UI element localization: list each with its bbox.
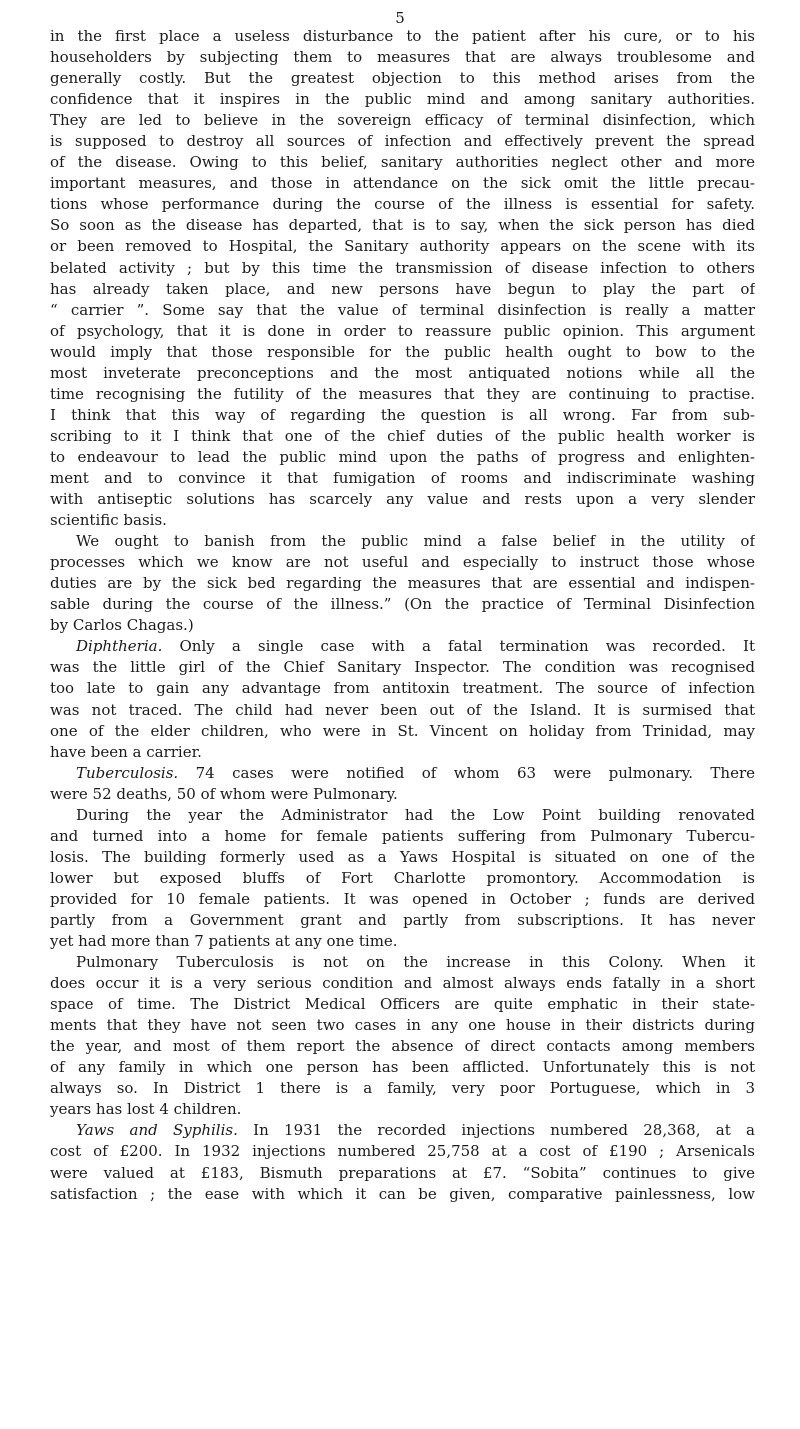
text-run: Only a single case with a fatal termination was recorded. It <box>179 637 755 656</box>
text-line: duties are by the sick bed regarding the measures that are essential and indispen- <box>50 574 755 593</box>
text-line: scientific basis. <box>50 511 167 530</box>
text-line: ments that they have not seen two cases in any one house in their districts during <box>50 1016 755 1035</box>
text-line: important measures, and those in attendance on the sick omit the little precau- <box>50 174 755 193</box>
paragraph <box>50 26 755 531</box>
paragraph-diphtheria <box>50 636 755 762</box>
text-line: I think that this way of regarding the question is all wrong. Far from sub- <box>50 405 755 424</box>
section-heading: Yaws and Syphilis. <box>76 1121 238 1140</box>
paragraph <box>50 805 755 952</box>
text-line: was not traced. The child had never been out of the Island. It is surmised that <box>50 700 755 719</box>
text-line <box>50 763 755 784</box>
text-line: with antiseptic solutions has scarcely any value and rests upon a very slender <box>50 490 755 509</box>
text-line: cost of £200. In 1932 injections numbered 25,758 at a cost of £190 ; Arsenicals <box>50 1142 755 1161</box>
text-line: and turned into a home for female patients suffering from Pulmonary Tubercu- <box>50 826 755 845</box>
text-line: They are led to believe in the sovereign efficacy of terminal disinfection, which <box>50 111 755 130</box>
text-line: or been removed to Hospital, the Sanitary authority appears on the scene with its <box>50 237 755 256</box>
text-line: “ carrier ”. Some say that the value of terminal disinfection is really a matter <box>50 300 755 319</box>
text-line: losis. The building formerly used as a Yaws Hospital is situated on one of the <box>50 847 755 866</box>
text-line <box>50 1120 755 1141</box>
text-line: We ought to banish from the public mind a false belief in the utility of <box>76 532 755 551</box>
text-line: the year, and most of them report the absence of direct contacts among members <box>50 1037 755 1056</box>
text-line <box>50 636 755 657</box>
text-line: too late to gain any advantage from antitoxin treatment. The source of infection <box>50 679 755 698</box>
text-line: to endeavour to lead the public mind upon the paths of progress and enlighten- <box>50 447 755 466</box>
text-run: 74 cases were notified of whom 63 were pulmonary. There <box>195 763 755 782</box>
text-line: would imply that those responsible for the public health ought to bow to the <box>50 342 755 361</box>
text-line: During the year the Administrator had the Low Point building renovated <box>76 805 755 824</box>
text-line: generally costly. But the greatest objection to this method arises from the <box>50 69 755 88</box>
text-line: always so. In District 1 there is a family, very poor Portuguese, which in 3 <box>50 1079 755 1098</box>
text-line: were 52 deaths, 50 of whom were Pulmonary. <box>50 784 398 803</box>
text-line: years has lost 4 children. <box>50 1100 242 1119</box>
text-line: yet had more than 7 patients at any one time. <box>50 932 398 951</box>
text-line: householders by subjecting them to measures that are always troublesome and <box>50 48 755 67</box>
text-line: lower but exposed bluffs of Fort Charlotte promontory. Accommodation is <box>50 868 755 887</box>
paragraph <box>50 531 755 636</box>
text-line: of the disease. Owing to this belief, sanitary authorities neglect other and more <box>50 153 755 172</box>
page-number: 5 <box>395 9 405 27</box>
text-line: ment and to convince it that fumigation of rooms and indiscriminate washing <box>50 468 755 487</box>
text-line: of psychology, that it is done in order to reassure public opinion. This argument <box>50 321 755 340</box>
text-line: belated activity ; but by this time the transmission of disease infection to others <box>50 258 755 277</box>
text-line: processes which we know are not useful and especially to instruct those whose <box>50 553 755 572</box>
paragraph-tuberculosis <box>50 763 755 805</box>
text-line: scribing to it I think that one of the chief duties of the public health worker is <box>50 426 755 445</box>
text-line: satisfaction ; the ease with which it can be given, comparative painlessness, low <box>50 1184 755 1203</box>
text-line: most inveterate preconceptions and the most antiquated notions while all the <box>50 363 755 382</box>
section-heading: Diphtheria. <box>76 637 163 656</box>
text-line: tions whose performance during the course of the illness is essential for safety. <box>50 195 755 214</box>
text-line: of any family in which one person has been afflicted. Unfortunately this is not <box>50 1058 755 1077</box>
text-line: partly from a Government grant and partly from subscriptions. It has never <box>50 910 755 929</box>
paragraph <box>50 952 755 1120</box>
text-line: Pulmonary Tuberculosis is not on the increase in this Colony. When it <box>76 953 755 972</box>
text-line: were valued at £183, Bismuth preparations at £7. “Sobita” continues to give <box>50 1163 755 1182</box>
text-line: does occur it is a very serious condition and almost always ends fatally in a short <box>50 974 755 993</box>
text-line: space of time. The District Medical Officers are quite emphatic in their state- <box>50 995 755 1014</box>
text-line: have been a carrier. <box>50 742 202 761</box>
text-line: by Carlos Chagas.) <box>50 616 194 635</box>
section-heading: Tuberculosis. <box>76 763 179 782</box>
paragraph-yaws-syphilis <box>50 1120 755 1204</box>
text-line: was the little girl of the Chief Sanitary Inspector. The condition was recognised <box>50 658 755 677</box>
text-line: confidence that it inspires in the public mind and among sanitary authorities. <box>50 90 755 109</box>
text-line: is supposed to destroy all sources of infection and effectively prevent the spread <box>50 132 755 151</box>
text-line: time recognising the futility of the measures that they are continuing to practise. <box>50 384 755 403</box>
text-run: In 1931 the recorded injections numbered 28,368, at a <box>253 1121 755 1140</box>
text-line: provided for 10 female patients. It was opened in October ; funds are derived <box>50 889 755 908</box>
body-text <box>50 26 755 1205</box>
text-line: in the first place a useless disturbance to the patient after his cure, or to his <box>50 27 755 45</box>
text-line: one of the elder children, who were in St. Vincent on holiday from Trinidad, may <box>50 721 755 740</box>
text-line: sable during the course of the illness.” (On the practice of Terminal Disinfection <box>50 595 755 614</box>
text-line: has already taken place, and new persons have begun to play the part of <box>50 279 755 298</box>
text-line: So soon as the disease has departed, that is to say, when the sick person has died <box>50 216 755 235</box>
